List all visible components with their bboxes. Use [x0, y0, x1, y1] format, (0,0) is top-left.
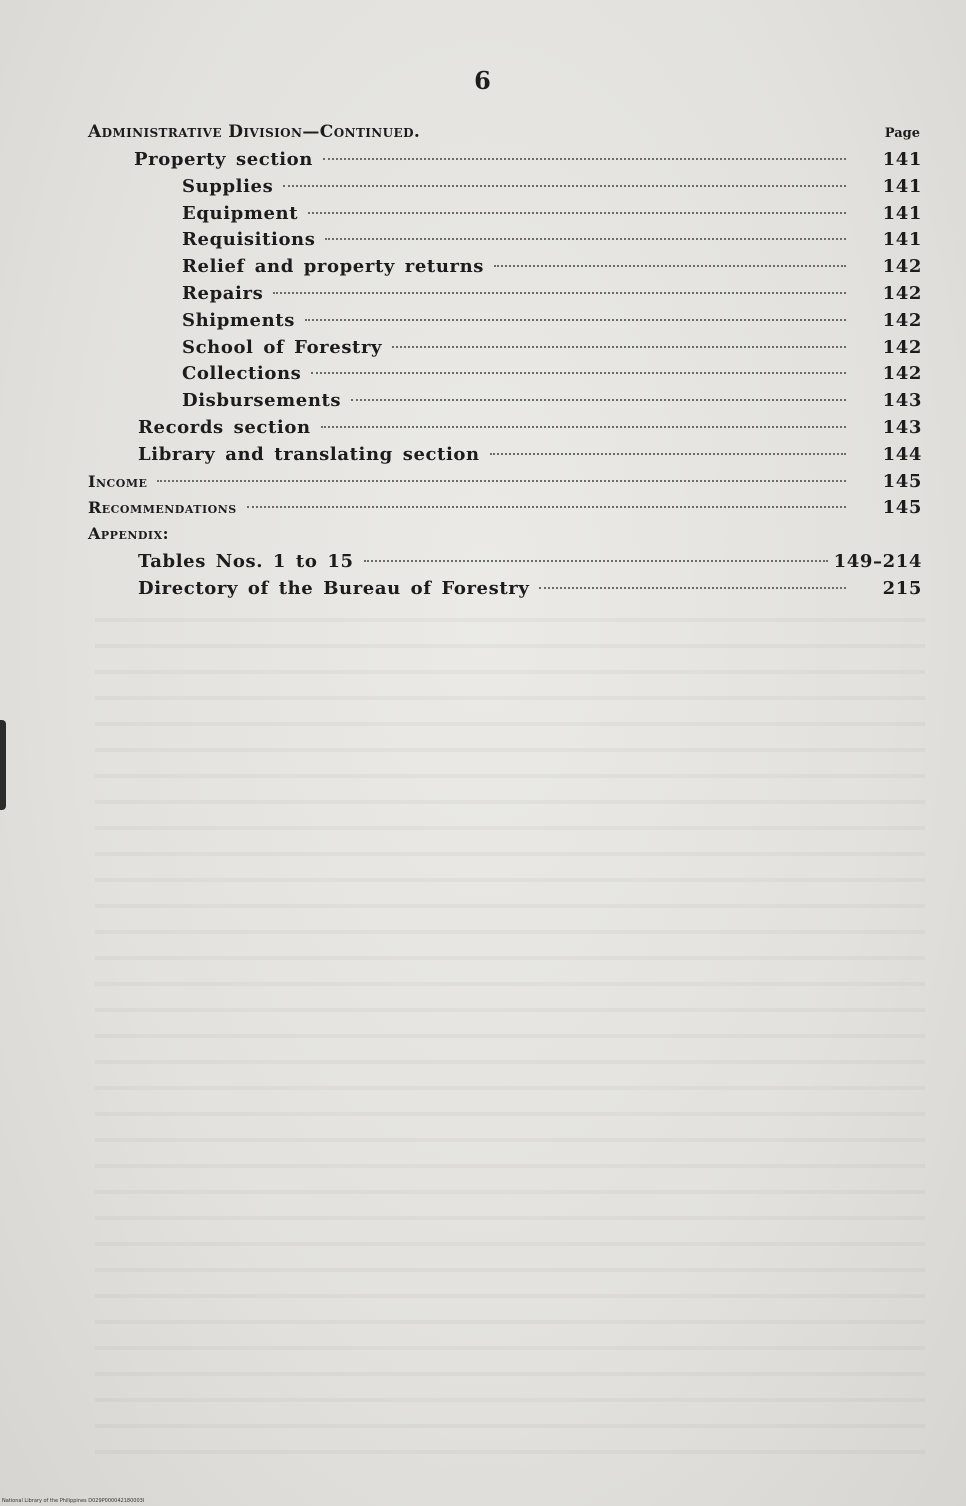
dot-leader [308, 212, 846, 214]
toc-entry [88, 497, 922, 524]
dot-leader [539, 587, 846, 589]
toc-entry-page: 149–214 [833, 550, 922, 572]
toc-entry [88, 444, 922, 471]
scan-credit: National Library of the Philippines D029P000042180003I [2, 1498, 145, 1504]
dot-leader [323, 158, 846, 160]
toc-entry-page: 145 [882, 497, 922, 519]
toc-entry-label: Records section [138, 416, 311, 438]
dot-leader [392, 346, 846, 348]
toc-entry-label: Supplies [182, 175, 274, 197]
toc-entry [88, 551, 922, 578]
toc-entry-label: Library and translating section [138, 443, 480, 465]
toc-entry-page: 141 [882, 229, 922, 251]
dot-leader [247, 506, 846, 508]
dot-leader [351, 399, 846, 401]
dot-leader [321, 426, 846, 428]
toc-entry [88, 149, 922, 176]
toc-entry-label: Equipment [182, 202, 299, 224]
toc-entry-label: Property section [134, 149, 313, 170]
toc-entry [88, 337, 922, 364]
toc-entry-page: 141 [882, 149, 922, 170]
toc-entry-label: Collections [182, 363, 302, 385]
dot-leader [157, 480, 846, 482]
toc-entry-page: 142 [882, 256, 922, 278]
toc-entry [88, 176, 922, 203]
toc-entry-label: Income [88, 471, 148, 491]
table-of-contents [88, 122, 922, 605]
dot-leader [273, 292, 846, 294]
toc-entry-label: Recommendations [88, 498, 237, 518]
page-column-label: Page [884, 126, 920, 141]
toc-entry [88, 390, 922, 417]
toc-header [88, 122, 922, 149]
toc-entry [88, 471, 922, 498]
toc-entry-page: 142 [882, 336, 922, 358]
toc-entry [88, 310, 922, 337]
toc-entry-label: Disbursements [182, 390, 342, 412]
toc-entry-page: 215 [882, 577, 922, 599]
toc-entry-label: Requisitions [182, 229, 316, 251]
toc-entry [88, 524, 922, 551]
dot-leader [490, 453, 846, 455]
page-number: 6 [474, 66, 492, 95]
dot-leader [364, 560, 828, 562]
toc-entry [88, 229, 922, 256]
toc-entry-page: 144 [882, 443, 922, 465]
dot-leader [494, 265, 846, 267]
toc-entry-page: 143 [882, 390, 922, 412]
bleed-through-texture [95, 600, 925, 1460]
toc-entry-label: School of Forestry [182, 336, 383, 358]
toc-entry [88, 578, 922, 605]
toc-entry-label: Directory of the Bureau of Forestry [138, 577, 530, 599]
toc-entry-label: Tables Nos. 1 to 15 [138, 550, 354, 572]
toc-entry-label: Repairs [182, 282, 264, 304]
toc-entry-page: 142 [882, 282, 922, 304]
toc-entry-page: 142 [882, 309, 922, 331]
toc-entry-label: Appendix: [88, 524, 170, 544]
dot-leader [325, 238, 846, 240]
toc-entry [88, 203, 922, 230]
toc-entry-page: 142 [882, 363, 922, 385]
toc-entry-label: Shipments [182, 309, 295, 331]
toc-entry-page: 143 [882, 416, 922, 438]
toc-entry-label: Relief and property returns [182, 256, 485, 278]
toc-entry-page: 145 [882, 470, 922, 492]
toc-entry [88, 283, 922, 310]
dot-leader [305, 319, 846, 321]
dot-leader [283, 185, 846, 187]
toc-entry-page: 141 [882, 175, 922, 197]
section-heading: Administrative Division—Continued. [88, 122, 421, 142]
toc-entry-page: 141 [882, 202, 922, 224]
toc-entry [88, 417, 922, 444]
toc-entry [88, 363, 922, 390]
toc-entry [88, 256, 922, 283]
dot-leader [311, 372, 846, 374]
binding-shadow [0, 720, 6, 810]
